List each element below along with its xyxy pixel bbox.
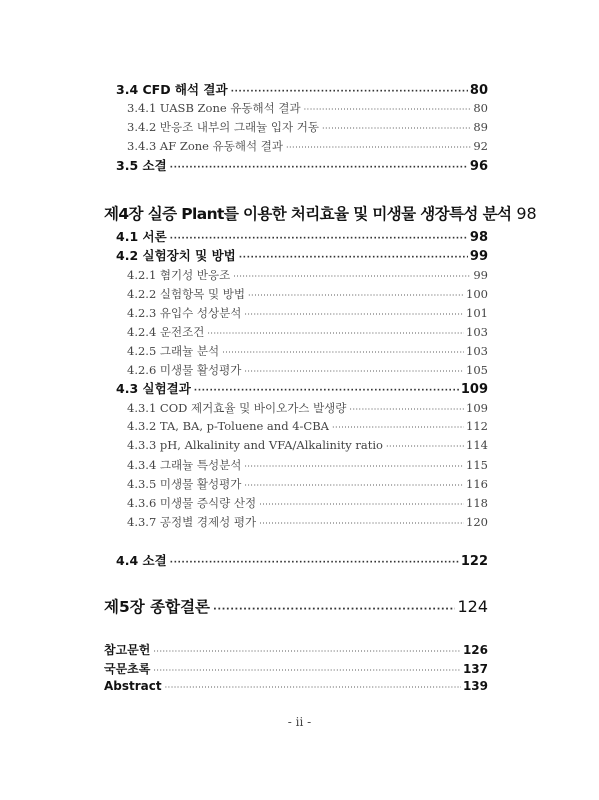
toc-entry[interactable] <box>104 641 488 658</box>
toc-entry-title: 4.4 소결 <box>116 553 167 568</box>
toc-entry-page: 80 <box>473 101 488 115</box>
toc-entry[interactable] <box>127 438 488 452</box>
toc-entry[interactable] <box>127 514 488 530</box>
toc-entry-page: 122 <box>460 554 488 569</box>
toc-leader-dots <box>170 163 468 173</box>
toc-chapter[interactable] <box>104 595 488 617</box>
toc-entry-title: 3.4 CFD 해석 결과 <box>116 82 228 97</box>
toc-entry[interactable] <box>116 80 488 98</box>
toc-entry-title: 4.2.5 그래뉼 분석 <box>127 344 220 358</box>
toc-entry-page: 103 <box>466 344 488 358</box>
toc-entry-page: 112 <box>466 419 488 433</box>
toc-chapter-page: 124 <box>457 597 488 616</box>
toc-leader-dots <box>259 519 464 528</box>
toc-entry[interactable] <box>127 400 488 416</box>
toc-entry-title: 4.1 서론 <box>116 229 167 244</box>
toc-entry[interactable] <box>116 246 488 264</box>
toc-leader-dots <box>239 253 468 263</box>
toc-entry[interactable] <box>127 267 488 283</box>
toc-leader-dots <box>259 500 464 509</box>
toc-leader-dots <box>244 462 464 471</box>
toc-entry-page: 100 <box>466 287 488 301</box>
toc-entry-title: 4.3.3 pH, Alkalinity and VFA/Alkalinity ratio <box>127 438 383 452</box>
toc-entry-page: 137 <box>462 662 488 676</box>
toc-entry[interactable] <box>127 476 488 492</box>
toc-entry-title: 4.3.2 TA, BA, p-Toluene and 4-CBA <box>127 419 329 433</box>
toc-entry-page: 109 <box>466 401 488 415</box>
toc-entry-page: 92 <box>473 139 488 153</box>
toc-leader-dots <box>165 683 461 692</box>
toc-entry[interactable] <box>104 660 488 677</box>
toc-entry-page: 126 <box>462 643 488 657</box>
toc-entry-title: 국문초록 <box>104 662 151 676</box>
toc-entry-title: 4.2.1 혐기성 반응조 <box>127 268 231 282</box>
toc-entry-title: 4.3.7 공정별 경제성 평가 <box>127 515 257 529</box>
toc-entry[interactable] <box>127 119 488 135</box>
toc-entry[interactable] <box>127 324 488 340</box>
toc-entry-title: 4.2.3 유입수 성상분석 <box>127 306 242 320</box>
toc-entry-title: 3.4.1 UASB Zone 유동해석 결과 <box>127 101 301 115</box>
toc-entry-title: 4.2.6 미생물 활성평가 <box>127 363 242 377</box>
toc-leader-dots <box>207 329 464 338</box>
toc-leader-dots <box>222 348 464 357</box>
toc-entry[interactable] <box>116 379 488 397</box>
toc-entry[interactable] <box>116 156 488 174</box>
toc-entry[interactable] <box>116 227 488 245</box>
toc-entry-page: 89 <box>473 120 488 134</box>
toc-entry[interactable] <box>127 286 488 302</box>
toc-entry[interactable] <box>127 343 488 359</box>
toc-entry-title: 4.3.4 그래뉼 특성분석 <box>127 458 242 472</box>
toc-entry[interactable] <box>127 419 488 433</box>
toc-chapter-title: 제4장 실증 Plant를 이용한 처리효율 및 미생물 생장특성 분석 <box>104 205 512 223</box>
toc-leader-dots <box>248 291 464 300</box>
toc-leader-dots <box>153 666 461 675</box>
toc-entry[interactable] <box>127 495 488 511</box>
page-number-footer: - ii - <box>287 715 312 729</box>
toc-entry-page: 105 <box>466 363 488 377</box>
toc-entry[interactable] <box>127 100 488 116</box>
toc-leader-dots <box>244 310 464 319</box>
toc-leader-dots <box>170 234 468 244</box>
toc-entry[interactable] <box>116 551 488 569</box>
toc-leader-dots <box>386 442 464 451</box>
toc-entry-title: 3.5 소결 <box>116 158 167 173</box>
toc-leader-dots <box>244 367 464 376</box>
toc-entry-title: 3.4.3 AF Zone 유동해석 결과 <box>127 139 283 153</box>
toc-entry-page: 96 <box>469 159 488 174</box>
toc-entry[interactable] <box>104 679 488 693</box>
toc-leader-dots <box>231 87 468 97</box>
toc-entry[interactable] <box>127 457 488 473</box>
toc-leader-dots <box>170 558 459 568</box>
toc-entry-page: 114 <box>466 438 488 452</box>
toc-entry[interactable] <box>127 362 488 378</box>
toc-entry-title: 4.2 실험장치 및 방법 <box>116 248 236 263</box>
toc-entry-page: 103 <box>466 325 488 339</box>
toc-entry-page: 139 <box>462 679 488 693</box>
toc-leader-dots <box>244 481 464 490</box>
toc-chapter-title: 제5장 종합결론 <box>104 598 211 616</box>
toc-leader-dots <box>332 423 464 432</box>
toc-entry-title: 4.2.4 운전조건 <box>127 325 205 339</box>
toc-chapter-page: 98 <box>516 204 537 223</box>
toc-entry-page: 99 <box>469 249 488 264</box>
toc-leader-dots <box>233 272 471 281</box>
toc-entry-title: 4.3 실험결과 <box>116 381 191 396</box>
toc-entry-page: 101 <box>466 306 488 320</box>
toc-chapter[interactable] <box>104 202 537 224</box>
toc-entry-page: 80 <box>469 83 488 98</box>
toc-leader-dots <box>349 405 464 414</box>
toc-entry-page: 118 <box>466 496 488 510</box>
toc-entry-page: 98 <box>469 230 488 245</box>
toc-entry-title: 4.3.5 미생물 활성평가 <box>127 477 242 491</box>
toc-entry-page: 115 <box>466 458 488 472</box>
toc-leader-dots <box>286 143 471 152</box>
toc-entry[interactable] <box>127 305 488 321</box>
toc-entry-page: 99 <box>473 268 488 282</box>
toc-entry[interactable] <box>127 138 488 154</box>
toc-entry-page: 120 <box>466 515 488 529</box>
toc-entry-title: 참고문헌 <box>104 643 151 657</box>
toc-leader-dots <box>322 124 471 133</box>
toc-entry-title: Abstract <box>104 679 162 693</box>
toc-entry-page: 109 <box>460 382 488 397</box>
toc-entry-title: 4.2.2 실험항목 및 방법 <box>127 287 245 301</box>
toc-entry-title: 3.4.2 반응조 내부의 그래뉼 입자 거동 <box>127 120 319 134</box>
toc-entry-page: 116 <box>466 477 488 491</box>
toc-entry-title: 4.3.6 미생물 증식량 산정 <box>127 496 257 510</box>
toc-leader-dots <box>213 604 455 615</box>
toc-leader-dots <box>153 647 461 656</box>
toc-leader-dots <box>304 105 472 114</box>
toc-entry-title: 4.3.1 COD 제거효율 및 바이오가스 발생량 <box>127 401 347 415</box>
toc-leader-dots <box>194 386 459 396</box>
